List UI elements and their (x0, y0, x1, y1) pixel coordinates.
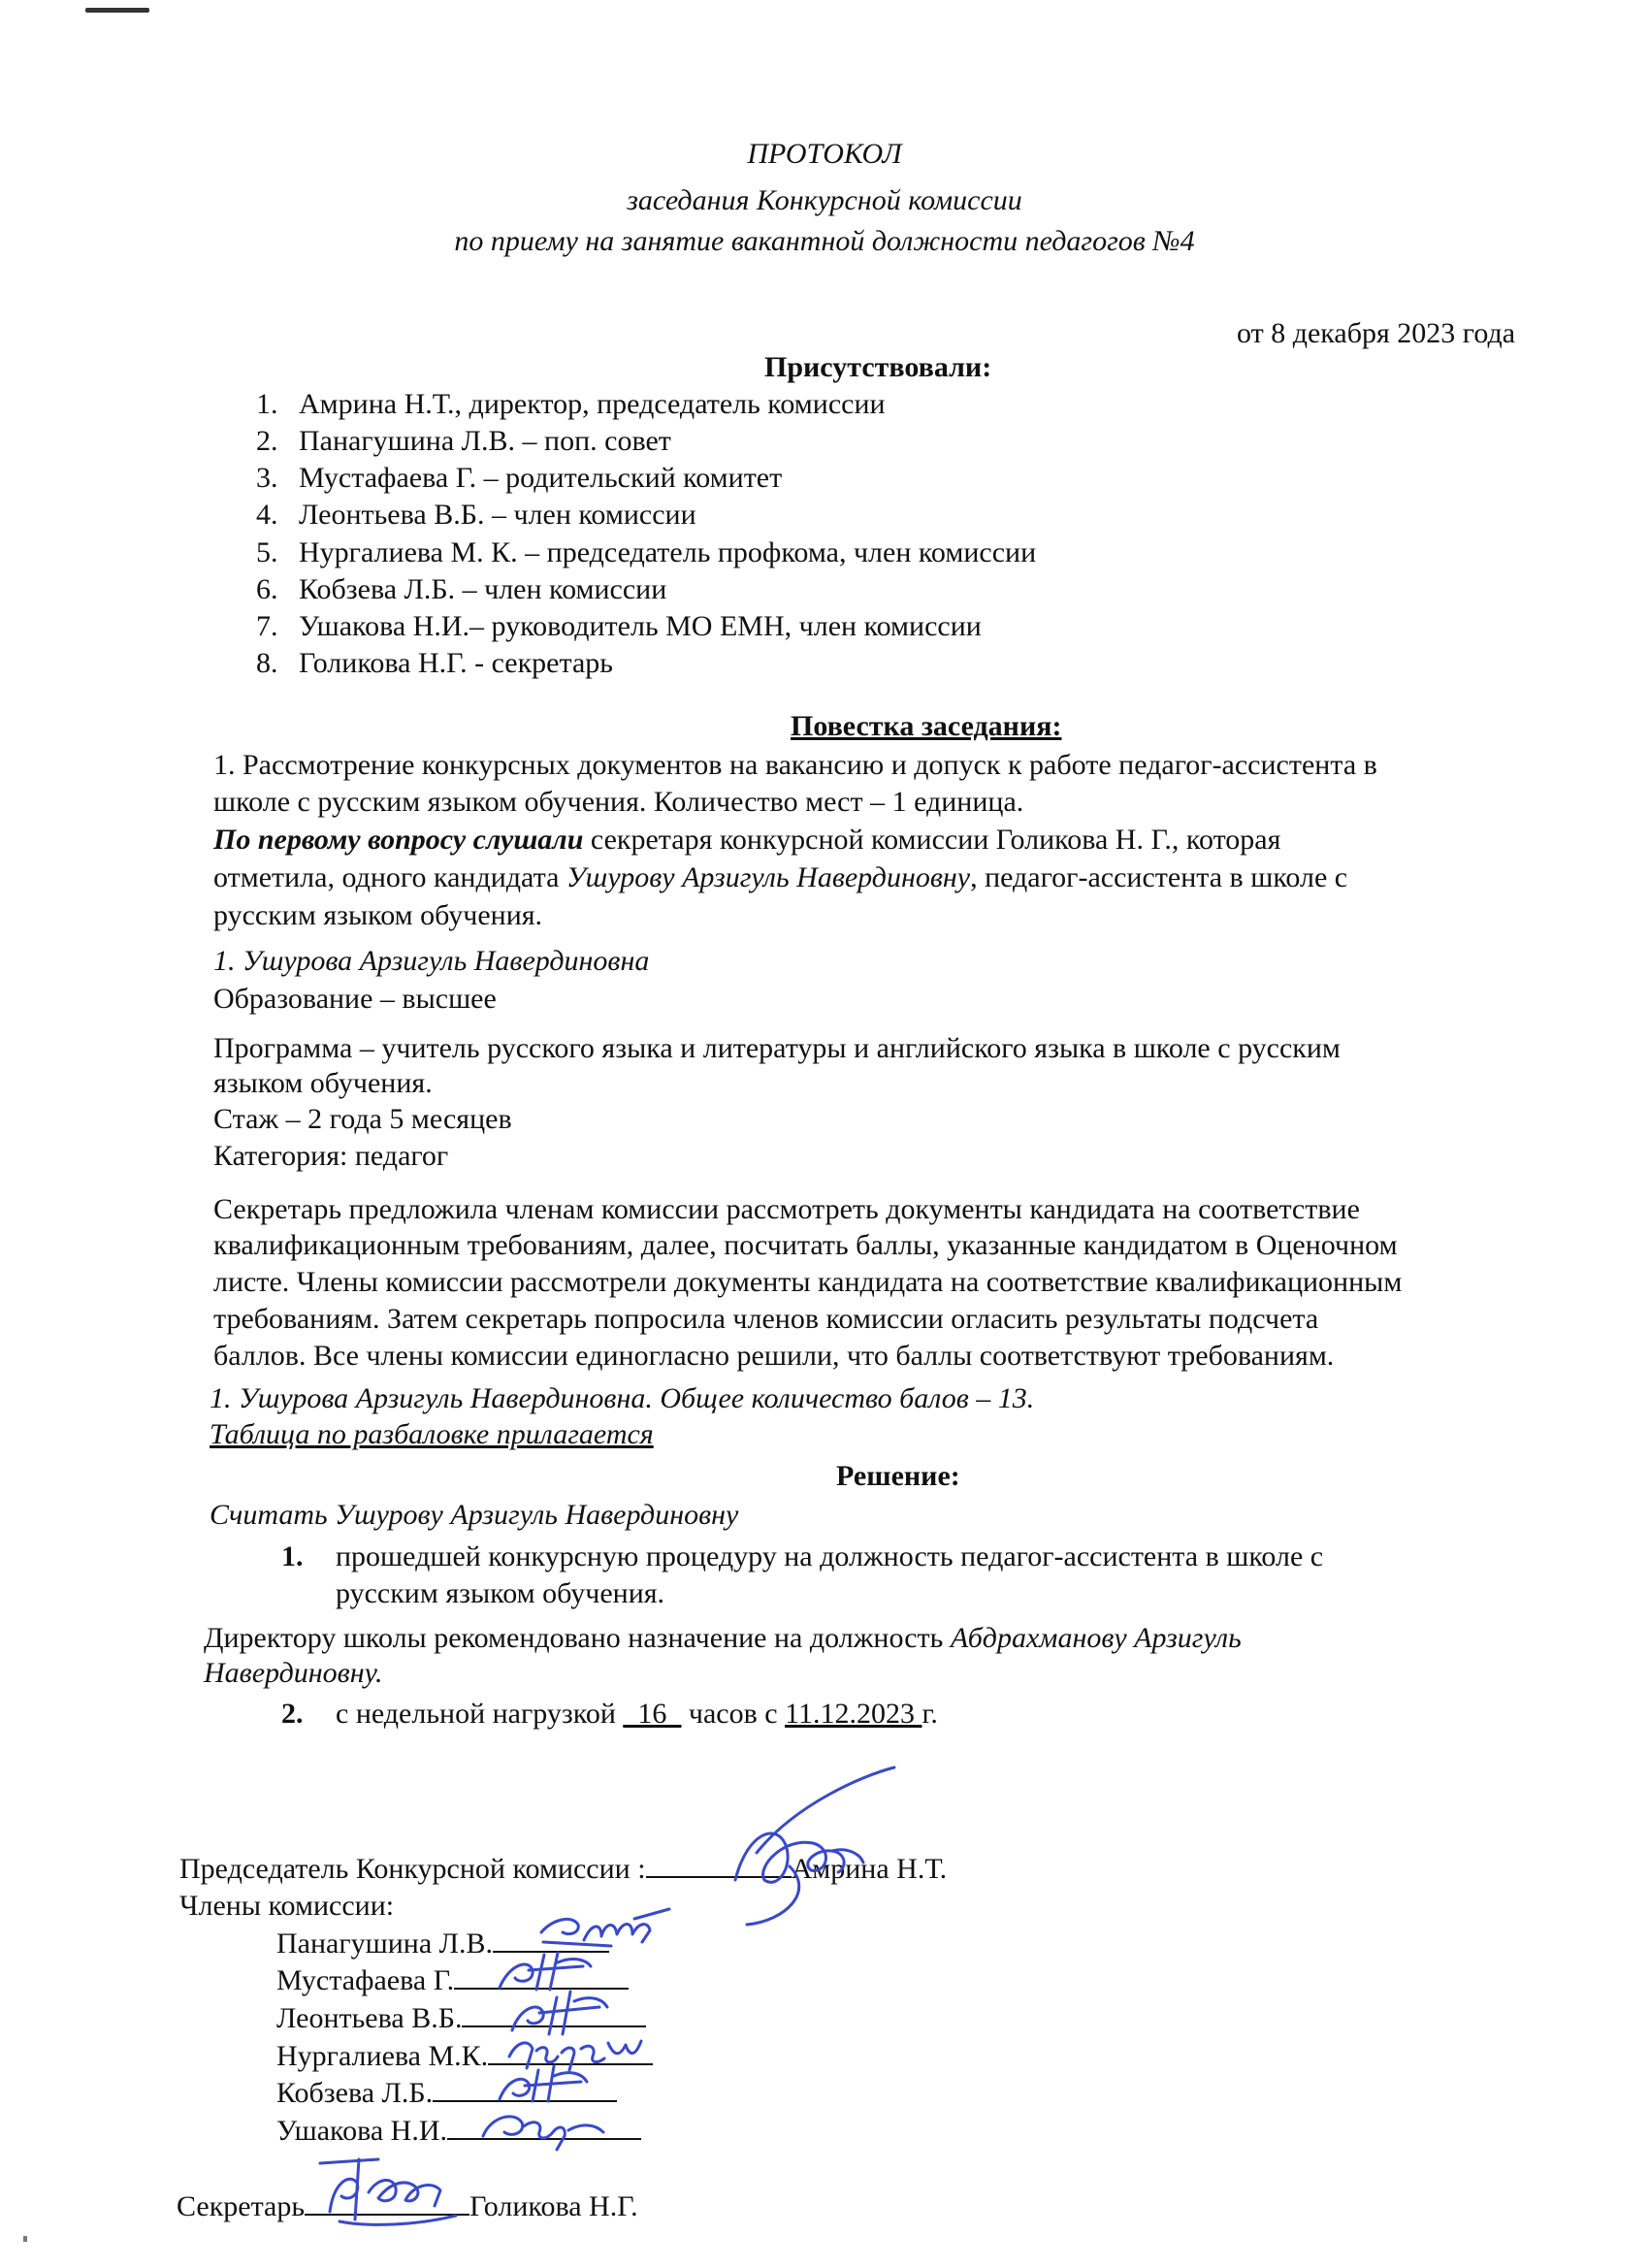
recommendation-cont: Навердиновну. (204, 1657, 383, 1689)
present-item-num: 2. (256, 425, 278, 457)
heard-text: , педагог-ассистента в школе с (970, 861, 1348, 893)
present-item-text: Нургалиева М. К. – председатель профкома, член комиссии (299, 536, 1037, 568)
category: Категория: педагог (213, 1140, 449, 1172)
member-signature (475, 2097, 621, 2155)
recommend-text: Директору школы рекомендовано назначение на должность (204, 1622, 951, 1654)
present-item (256, 460, 782, 497)
present-item (256, 535, 1036, 571)
heard-line-2 (213, 859, 1347, 896)
document-date: от 8 декабря 2023 года (1237, 317, 1516, 349)
present-item-num: 3. (256, 462, 278, 494)
education: Образование – высшее (213, 983, 497, 1015)
secretary-signature (310, 2134, 485, 2241)
start-date: 11.12.2023 (785, 1698, 922, 1730)
member-name: Панагушина Л.В. (276, 1928, 494, 1960)
member-name: Мустафаева Г. (276, 1964, 455, 1996)
decision-item-text: прошедшей конкурсную процедуру на должность педагог-ассистента в школе с (336, 1540, 1324, 1572)
decision-item-text: г. (922, 1698, 938, 1730)
heard-text: отметила, одного кандидата (213, 861, 566, 893)
present-item-text: Амрина Н.Т., директор, председатель комиссии (299, 388, 886, 420)
document-title: ПРОТОКОЛ (747, 138, 902, 170)
heard-line-3: русским языком обучения. (213, 899, 543, 931)
chair-name: Амрина Н.Т. (791, 1853, 948, 1885)
chair-label: Председатель Конкурсной комиссии : (179, 1853, 646, 1885)
present-item-num: 7. (256, 610, 278, 642)
decision-consider: Считать Ушурову Арзигуль Навердиновну (210, 1499, 739, 1531)
scan-mark (85, 8, 149, 13)
present-item-text: Мустафаева Г. – родительский комитет (299, 462, 783, 494)
review-line: Секретарь предложила членам комиссии рассмотреть документы кандидата на соответствие (213, 1193, 1360, 1225)
heard-bold: По первому вопросу слушали (213, 824, 584, 856)
members-label: Члены комиссии: (179, 1890, 395, 1922)
member-name: Леонтьева В.Б. (276, 2002, 463, 2034)
decision-item-1 (281, 1539, 1323, 1575)
agenda-heading: Повестка заседания: (791, 710, 1062, 742)
present-item (256, 497, 696, 534)
decision-item-2 (281, 1696, 938, 1733)
present-item (256, 423, 671, 460)
present-item (256, 608, 982, 645)
present-item-num: 1. (256, 388, 278, 420)
experience: Стаж – 2 года 5 месяцев (213, 1103, 512, 1135)
decision-item-text: с недельной нагрузкой (336, 1698, 624, 1730)
weekly-hours: _16_ (623, 1698, 682, 1730)
present-item-text: Голикова Н.Г. - секретарь (299, 647, 613, 679)
review-line: квалификационным требованиям, далее, посчитать баллы, указанные кандидатом в Оценочном (213, 1229, 1398, 1261)
program-line-1: Программа – учитель русского языка и литературы и английского языка в школе с русским (213, 1032, 1341, 1064)
document-subtitle-1: заседания Конкурсной комиссии (627, 184, 1022, 216)
heard-rest: секретаря конкурсной комиссии Голикова Н. Г., которая (583, 824, 1281, 856)
recommendation (204, 1620, 1242, 1657)
decision-item-num: 2. (281, 1698, 304, 1730)
present-item-num: 6. (256, 573, 278, 605)
chair-signature (718, 1766, 912, 1930)
recommend-name: Абдрахманову Арзигуль (950, 1622, 1242, 1654)
heard-line-1 (213, 822, 1280, 859)
present-heading: Присутствовали: (764, 351, 992, 383)
present-item-text: Панагушина Л.В. – поп. совет (299, 425, 671, 457)
member-name: Нургалиева М.К. (276, 2040, 489, 2072)
present-item-num: 4. (256, 499, 278, 531)
present-item-text: Ушакова Н.И.– руководитель МО ЕМН, член комиссии (299, 610, 982, 642)
agenda-item-1-cont: школе с русским языком обучения. Количество мест – 1 единица. (213, 786, 1024, 818)
member-name: Кобзева Л.Б. (276, 2077, 434, 2109)
present-item-num: 5. (256, 536, 278, 568)
agenda-item-1: 1. Рассмотрение конкурсных документов на вакансию и допуск к работе педагог-ассистента в (213, 749, 1377, 781)
decision-heading: Решение: (836, 1460, 960, 1492)
review-line: листе. Члены комиссии рассмотрели документы кандидата на соответствие квалификационным (213, 1266, 1403, 1298)
decision-item-text: часов с (681, 1698, 786, 1730)
decision-item-num: 1. (281, 1540, 304, 1572)
secretary-label: Секретарь (177, 2190, 306, 2222)
table-note: Таблица по разбаловке прилагается (210, 1418, 654, 1450)
candidate-heading: 1. Ушурова Арзигуль Навердиновна (213, 945, 650, 977)
review-line: баллов. Все члены комиссии единогласно решили, что баллы соответствуют требованиям. (213, 1340, 1335, 1372)
present-item (256, 571, 666, 608)
document-subtitle-2: по приему на занятие вакантной должности педагогов №4 (454, 225, 1195, 257)
present-item-text: Кобзева Л.Б. – член комиссии (299, 573, 667, 605)
present-item (256, 386, 886, 423)
review-line: требованиям. Затем секретарь попросила членов комиссии огласить результаты подсчета (213, 1303, 1319, 1335)
program-line-2: языком обучения. (213, 1067, 433, 1099)
score-result: 1. Ушурова Арзигуль Навердиновна. Общее количество балов – 13. (210, 1382, 1035, 1414)
present-item-num: 8. (256, 647, 278, 679)
present-item (256, 645, 613, 682)
secretary-name: Голикова Н.Г. (469, 2190, 638, 2222)
present-item-text: Леонтьева В.Б. – член комиссии (299, 499, 696, 531)
scan-dot (23, 2236, 27, 2242)
member-name: Ушакова Н.И. (276, 2115, 447, 2147)
decision-item-1-cont: русским языком обучения. (336, 1577, 665, 1609)
candidate-name: Ушурову Арзигуль Навердиновну (566, 861, 971, 893)
